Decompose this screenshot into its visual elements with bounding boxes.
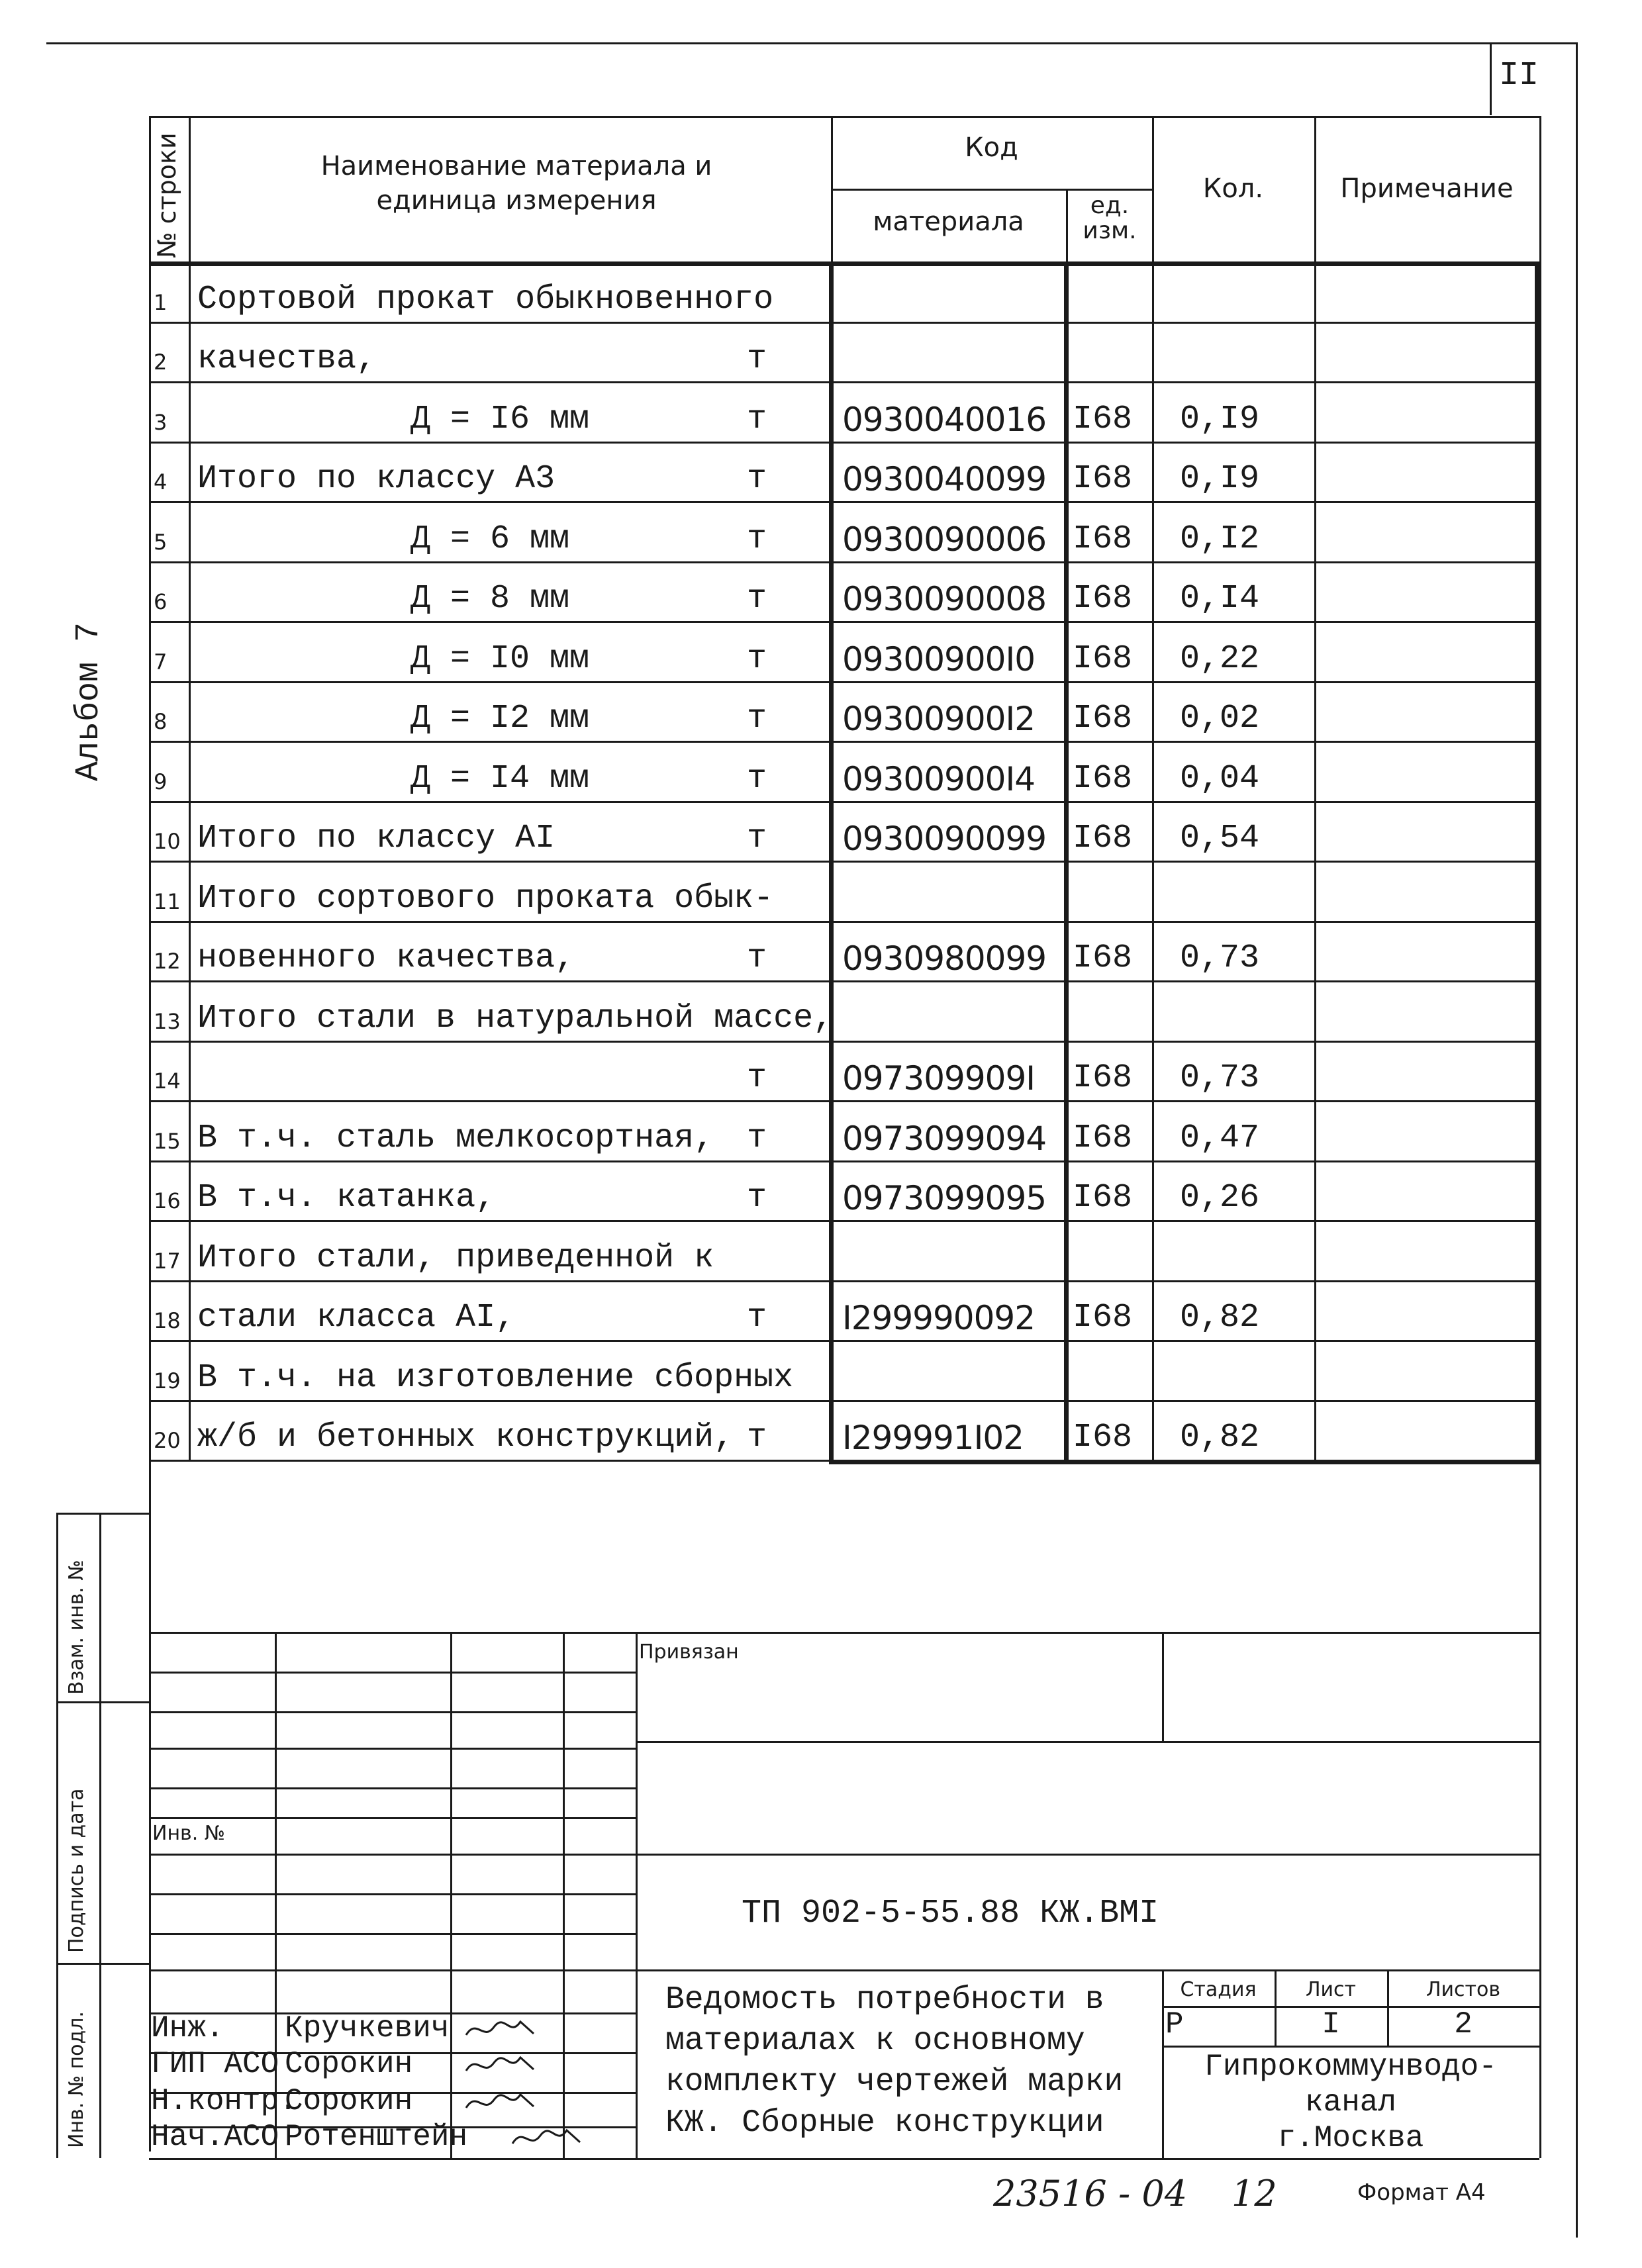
- row-quantity: 0,22: [1180, 640, 1260, 678]
- stamp-grid-line: [149, 1817, 636, 1819]
- row-name: Д = 6 мм: [410, 520, 570, 558]
- row-material-code: 0973099094: [842, 1119, 1047, 1158]
- row-name: ж/б и бетонных конструкций,: [197, 1419, 734, 1456]
- stamp-grid-line: [149, 1893, 636, 1895]
- row-unit-code: I68: [1073, 1059, 1133, 1097]
- row-name: новенного качества,: [197, 939, 575, 977]
- row-name: Итого стали в натуральной массе,: [197, 1000, 834, 1037]
- sheet-value: I: [1322, 2007, 1340, 2042]
- signer-name: Сорокин: [285, 2047, 413, 2081]
- hdr-code: Код: [965, 132, 1018, 163]
- album-label: Альбом 7: [70, 622, 108, 781]
- row-unit: т: [747, 340, 767, 378]
- stamp-grid-line: [149, 1969, 636, 1971]
- row-name: В т.ч. катанка,: [197, 1179, 496, 1217]
- row-name: стали класса АI,: [197, 1299, 516, 1337]
- row-quantity: 0,73: [1180, 939, 1260, 977]
- table-right-line: [1539, 116, 1541, 1460]
- row-divider: [149, 1041, 1539, 1043]
- row-number: 14: [154, 1068, 181, 1094]
- row-unit-code: I68: [1073, 580, 1133, 618]
- hdr-qty: Кол.: [1202, 173, 1264, 204]
- row-divider: [149, 1160, 1539, 1162]
- row-quantity: 0,26: [1180, 1179, 1260, 1217]
- row-material-code: 0930090006: [842, 520, 1047, 559]
- format-label: Формат А4: [1357, 2179, 1486, 2206]
- col-line-unit-hdr: [1066, 189, 1068, 261]
- row-material-code: 0930040099: [842, 460, 1047, 498]
- row-number: 4: [154, 469, 168, 495]
- row-name: В т.ч. на изготовление сборных: [197, 1359, 794, 1397]
- privyazan-bottom: [636, 1741, 1539, 1743]
- stamp-top-line: [149, 1632, 1539, 1634]
- row-name: Д = I4 мм: [410, 760, 590, 798]
- stamp-right-line: [1539, 1460, 1541, 2158]
- row-unit-code: I68: [1073, 700, 1133, 737]
- row-unit: т: [747, 401, 767, 438]
- row-number: 8: [154, 709, 168, 734]
- row-material-code: 0930090008: [842, 580, 1047, 618]
- row-number: 12: [154, 949, 181, 974]
- row-name: Сортовой прокат обыкновенного: [197, 281, 774, 318]
- row-unit: т: [747, 760, 767, 798]
- stamp-bottom-line: [149, 2158, 1539, 2160]
- row-number: 9: [154, 769, 168, 794]
- row-material-code: 0973099095: [842, 1179, 1047, 1217]
- strip-podpis: Подпись и дата: [65, 1788, 88, 1953]
- strip-top-line: [56, 1513, 149, 1515]
- header-bottom-line: [149, 261, 1539, 266]
- table-left-line: [149, 116, 151, 1460]
- strip-div-1: [56, 1701, 149, 1703]
- row-unit: т: [747, 1119, 767, 1157]
- row-material-code: 097309909I: [842, 1059, 1036, 1098]
- row-quantity: 0,I2: [1180, 520, 1260, 558]
- row-name: Д = I0 мм: [410, 640, 590, 678]
- row-number: 13: [154, 1009, 181, 1034]
- stamp-grid-line: [149, 1787, 636, 1789]
- row-number: 17: [154, 1249, 181, 1274]
- row-divider: [149, 801, 1539, 803]
- signer-name: Кручкевич: [285, 2011, 450, 2046]
- strip-div-2: [56, 1963, 149, 1965]
- row-number: 18: [154, 1308, 181, 1333]
- row-unit: т: [747, 460, 767, 498]
- row-unit-code: I68: [1073, 460, 1133, 498]
- stamp-grid-line: [149, 1748, 636, 1750]
- row-name: Итого по классу АI: [197, 820, 555, 857]
- row-unit: т: [747, 700, 767, 737]
- hdr-material: материала: [873, 207, 1024, 237]
- handwritten-number: 23516 - 04: [993, 2173, 1188, 2214]
- row-unit-code: I68: [1073, 401, 1133, 438]
- row-material-code: 0930090099: [842, 820, 1047, 858]
- signer-role: Инж.: [151, 2011, 224, 2046]
- org-line-3: г.Москва: [1277, 2121, 1424, 2155]
- table-top-line: [149, 116, 1539, 118]
- row-unit: т: [747, 939, 767, 977]
- row-divider: [149, 1340, 1539, 1342]
- sheet-label: Лист: [1305, 1978, 1357, 2001]
- stage-val-line: [1162, 2046, 1539, 2048]
- row-divider: [149, 921, 1539, 923]
- table-bottom-code-line: [829, 1460, 1539, 1464]
- row-unit: т: [747, 1059, 767, 1097]
- row-number: 5: [154, 530, 168, 555]
- stamp-grid-line: [149, 1854, 636, 1856]
- row-divider: [149, 1280, 1539, 1282]
- row-number: 7: [154, 649, 168, 675]
- row-number: 19: [154, 1368, 181, 1394]
- row-divider: [149, 1100, 1539, 1102]
- row-material-code: 09300900I4: [842, 760, 1036, 798]
- row-quantity: 0,82: [1180, 1299, 1260, 1337]
- row-name: Итого стали, приведенной к: [197, 1239, 714, 1277]
- row-name: Д = I6 мм: [410, 401, 590, 438]
- row-quantity: 0,04: [1180, 760, 1260, 798]
- row-unit-code: I68: [1073, 520, 1133, 558]
- row-material-code: I299991I02: [842, 1419, 1024, 1457]
- hdr-unit: ед. изм.: [1083, 192, 1137, 244]
- row-material-code: 09300900I0: [842, 640, 1036, 679]
- row-number: 16: [154, 1188, 181, 1213]
- document-title: [665, 1979, 1123, 2144]
- row-number: 2: [154, 350, 168, 375]
- row-quantity: 0,I9: [1180, 460, 1260, 498]
- strip-inv-podl: Инв. № подл.: [65, 2011, 88, 2148]
- row-name: В т.ч. сталь мелкосортная,: [197, 1119, 714, 1157]
- row-unit: т: [747, 580, 767, 618]
- title-line-2: материалах к основному: [665, 2023, 1085, 2059]
- row-divider: [149, 1220, 1539, 1222]
- row-quantity: 0,02: [1180, 700, 1260, 737]
- row-quantity: 0,73: [1180, 1059, 1260, 1097]
- row-material-code: 0930040016: [842, 401, 1047, 439]
- row-divider: [149, 322, 1539, 324]
- row-unit: т: [747, 1419, 767, 1456]
- row-divider: [149, 621, 1539, 623]
- row-quantity: 0,54: [1180, 820, 1260, 857]
- organization: [1162, 2049, 1539, 2156]
- row-divider: [149, 741, 1539, 743]
- hdr-name: Наименование материала и единица измерения: [320, 151, 712, 216]
- title-line-1: Ведомость потребности в: [665, 1982, 1104, 2018]
- row-unit-code: I68: [1073, 760, 1133, 798]
- row-name: Итого по классу А3: [197, 460, 555, 498]
- signer-role: Нач.АСО: [151, 2120, 279, 2154]
- row-number: 1: [154, 290, 168, 315]
- row-quantity: 0,I4: [1180, 580, 1260, 618]
- row-unit: т: [747, 640, 767, 678]
- row-unit-code: I68: [1073, 1299, 1133, 1337]
- row-divider: [149, 442, 1539, 444]
- row-name: качества,: [197, 340, 377, 378]
- row-number: 3: [154, 410, 168, 435]
- signature-icon: [463, 2015, 536, 2044]
- grid-v4: [636, 1632, 638, 2158]
- title-line-4: КЖ. Сборные конструкции: [665, 2105, 1104, 2141]
- row-unit-code: I68: [1073, 820, 1133, 857]
- signer-name: Сорокин: [285, 2084, 413, 2118]
- row-quantity: 0,I9: [1180, 401, 1260, 438]
- strip-left-line: [56, 1513, 58, 2158]
- row-unit: т: [747, 520, 767, 558]
- sheets-label: Листов: [1425, 1978, 1501, 2001]
- stage-label: Стадия: [1180, 1978, 1257, 2001]
- row-name: Д = I2 мм: [410, 700, 590, 737]
- inv-no-label: Инв. №: [152, 1822, 226, 1845]
- row-unit: т: [747, 820, 767, 857]
- right-frame-line: [1576, 42, 1578, 2238]
- row-number: 6: [154, 589, 168, 614]
- row-quantity: 0,82: [1180, 1419, 1260, 1456]
- stamp-grid-line: [149, 1933, 636, 1935]
- row-number: 10: [154, 829, 181, 854]
- code-subheader-line: [831, 189, 1152, 191]
- stamp-grid-line: [149, 1711, 636, 1713]
- row-number: 15: [154, 1129, 181, 1154]
- privyazan-label: Привязан: [639, 1640, 739, 1664]
- row-name: Д = 8 мм: [410, 580, 570, 618]
- code-box-bottom: [636, 1969, 1539, 1971]
- row-number: 20: [154, 1428, 181, 1453]
- row-unit: т: [747, 1299, 767, 1337]
- row-divider: [149, 1400, 1539, 1402]
- row-number: 11: [154, 889, 181, 914]
- title-line-3: комплекту чертежей марки: [665, 2064, 1124, 2100]
- row-unit-code: I68: [1073, 1419, 1133, 1456]
- stage-value: Р: [1165, 2007, 1184, 2042]
- row-divider: [149, 561, 1539, 563]
- row-name: Итого сортового проката обык-: [197, 880, 774, 918]
- row-divider: [149, 381, 1539, 383]
- code-box-top: [636, 1854, 1539, 1856]
- signature-icon: [463, 2051, 536, 2080]
- signer-role: Н.контр.: [151, 2084, 297, 2118]
- document-code: ТП 902-5-55.88 КЖ.ВМI: [742, 1895, 1159, 1932]
- sheets-value: 2: [1454, 2007, 1473, 2042]
- handwritten-page: 12: [1232, 2173, 1277, 2214]
- signer-role: ГИП АСО: [151, 2047, 279, 2081]
- sheet-number: II: [1499, 57, 1539, 95]
- row-unit: т: [747, 1179, 767, 1217]
- row-material-code: 0930980099: [842, 939, 1047, 978]
- sheet-number-box-left: [1490, 42, 1492, 115]
- row-unit-code: I68: [1073, 640, 1133, 678]
- row-divider: [149, 980, 1539, 982]
- row-quantity: 0,47: [1180, 1119, 1260, 1157]
- signature-icon: [463, 2088, 536, 2117]
- hdr-row-no: № строки: [152, 132, 181, 258]
- privyazan-split: [1162, 1632, 1164, 1741]
- col-line-end-hdr: [1539, 116, 1541, 261]
- strip-mid-line: [99, 1513, 101, 2158]
- org-line-1: Гипрокоммунводо-: [1204, 2050, 1497, 2084]
- signature-icon: [510, 2124, 583, 2153]
- row-unit-code: I68: [1073, 1119, 1133, 1157]
- row-material-code: I299990092: [842, 1299, 1036, 1337]
- row-divider: [149, 501, 1539, 503]
- stamp-grid-line: [149, 1672, 636, 1674]
- row-unit-code: I68: [1073, 1179, 1133, 1217]
- top-border-line: [46, 42, 1576, 44]
- col-line-rowno: [189, 116, 191, 1460]
- row-divider: [149, 681, 1539, 683]
- row-divider: [149, 861, 1539, 863]
- strip-vzam: Взам. инв. №: [65, 1560, 88, 1695]
- row-material-code: 09300900I2: [842, 700, 1036, 738]
- hdr-note: Примечание: [1340, 173, 1514, 204]
- org-line-2: канал: [1304, 2085, 1397, 2120]
- row-unit-code: I68: [1073, 939, 1133, 977]
- signer-name: Ротенштейн: [285, 2120, 468, 2154]
